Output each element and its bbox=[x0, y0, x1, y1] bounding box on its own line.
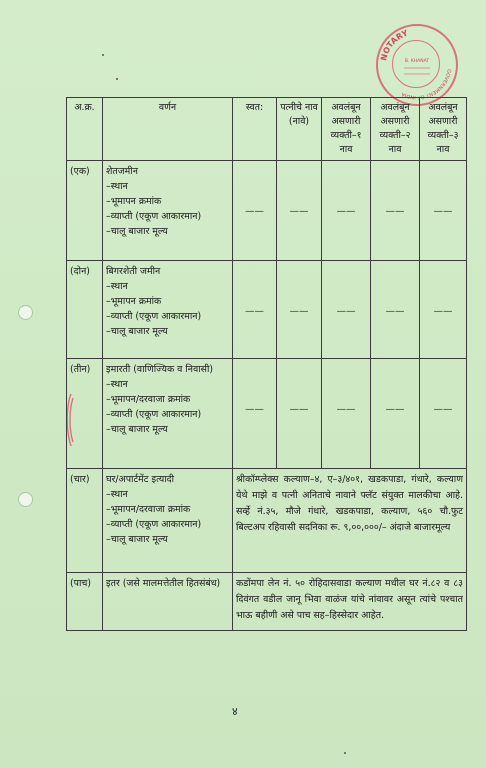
dash-cell: —— bbox=[245, 306, 264, 317]
punch-hole-bottom bbox=[18, 492, 33, 507]
row-description: शेतजमीन –स्थान –भूमापन क्रमांक –व्याप्ती (एकूण आकारमान) –चालू बाजार मूल्य bbox=[103, 161, 233, 261]
header-description: वर्णन bbox=[103, 98, 233, 161]
row-description: इमारती (वाणिज्यिक व निवासी) –स्थान –भूमापन/दरवाजा क्रमांक –व्याप्ती (एकूण आकारमान) –चालू बाजार मूल्य bbox=[103, 359, 233, 469]
stamp-center-text: B. KHANAT bbox=[404, 59, 430, 64]
row-number: (तीन) bbox=[67, 359, 103, 469]
header-serial: अ.क्र. bbox=[67, 98, 103, 161]
dash-cell: —— bbox=[336, 306, 356, 317]
speck bbox=[102, 54, 104, 56]
dash-cell: —— bbox=[245, 404, 264, 415]
page-number: ४ bbox=[232, 705, 238, 718]
property-note: कडोंमपा लेन नं. ५० रोहिदासवाडा कल्याण मधील घर नं.८२ व ८३ दिवंगत वडील जानू भिवा वाळंज यांचे नांवावर असून त्यांचे पश्चात भाऊ बहीणी असे पाच सह–हिस्सेदार आहेत. bbox=[233, 573, 467, 631]
dash-cell: —— bbox=[245, 206, 264, 217]
dash-cell: —— bbox=[385, 306, 405, 317]
row-number: (दोन) bbox=[67, 261, 103, 359]
row-description: इतर (जसे मालमत्तेतील हितसंबंध) bbox=[103, 573, 233, 631]
assets-table bbox=[66, 97, 467, 631]
punch-hole-top bbox=[18, 305, 33, 320]
svg-text:NOTARY bbox=[379, 28, 409, 61]
table-row bbox=[67, 161, 467, 261]
table-row bbox=[67, 469, 467, 573]
row-number: (पाच) bbox=[67, 573, 103, 631]
header-dependent-1: अवलंबून असणारी व्यक्ती–१ नाव bbox=[322, 98, 371, 161]
dash-cell: —— bbox=[289, 306, 309, 317]
speck bbox=[116, 78, 118, 80]
property-note: श्रीकॉम्प्लेक्स कल्याण–४, ए–३/४०१, खडकपाडा, गंधारे, कल्याण येथे माझे व पत्नी अनिताचे नावाने फ्लॅट संयुक्त मालकीचा आहे. सर्व्हे नं.३५, मौजे गंधारे, खडकपाडा, कल्याण, ५६० चौ.फुट बिल्टअप रहिवासी सदनिका रू. ९,००,०००/– अंदाजे बाजारमूल्य bbox=[233, 469, 467, 573]
row-description: घर/अपार्टमेंट इत्यादी –स्थान –भूमापन/दरवाजा क्रमांक –व्याप्ती (एकूण आकारमान) –चालू बाजार मूल्य bbox=[103, 469, 233, 573]
notary-stamp bbox=[376, 24, 458, 106]
dash-cell: —— bbox=[433, 206, 453, 217]
table-row bbox=[67, 359, 467, 469]
row-number: (चार) bbox=[67, 469, 103, 573]
dash-cell: —— bbox=[336, 404, 356, 415]
speck bbox=[344, 752, 346, 754]
dash-cell: —— bbox=[433, 404, 453, 415]
dash-cell: —— bbox=[385, 404, 405, 415]
svg-text:GOVERNMENT OF INDIA bbox=[400, 69, 452, 101]
dash-cell: —— bbox=[336, 206, 356, 217]
row-number: (एक) bbox=[67, 161, 103, 261]
dash-cell: —— bbox=[289, 404, 309, 415]
dash-cell: —— bbox=[289, 206, 309, 217]
dash-cell: —— bbox=[433, 306, 453, 317]
stamp-title: NOTARY bbox=[379, 28, 410, 62]
header-self: स्वत: bbox=[233, 98, 277, 161]
header-dependent-3: अवलंबून असणारी व्यक्ती–३ नाव bbox=[420, 98, 467, 161]
stamp-subtitle: GOVERNMENT OF INDIA bbox=[400, 68, 452, 101]
table-row bbox=[67, 573, 467, 631]
row-description: बिगरशेती जमीन –स्थान –भूमापन क्रमांक –व्याप्ती (एकूण आकारमान) –चालू बाजार मूल्य bbox=[103, 261, 233, 359]
table-row bbox=[67, 261, 467, 359]
header-dependent-2: अवलंबून असणारी व्यक्ती–२ नाव bbox=[371, 98, 420, 161]
table-header-row bbox=[67, 98, 467, 161]
header-spouse: पत्नीचे नाव (नावे) bbox=[277, 98, 322, 161]
dash-cell: —— bbox=[385, 206, 405, 217]
